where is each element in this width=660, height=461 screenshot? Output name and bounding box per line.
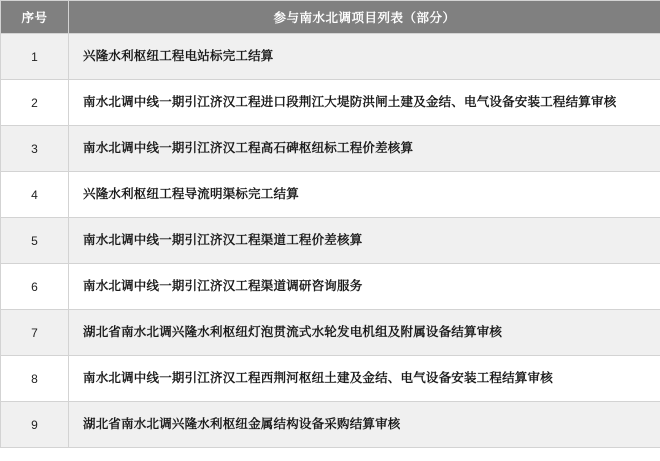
table-row [1, 356, 660, 402]
table-row [1, 172, 660, 218]
row-index: 9 [1, 402, 69, 448]
row-index: 4 [1, 172, 69, 218]
row-project-name: 南水北调中线一期引江济汉工程高石碑枢纽标工程价差核算 [69, 126, 660, 172]
table-row [1, 34, 660, 80]
table-row [1, 402, 660, 448]
row-project-name: 兴隆水利枢纽工程电站标完工结算 [69, 34, 660, 80]
table-row [1, 218, 660, 264]
table-row [1, 264, 660, 310]
row-project-name: 湖北省南水北调兴隆水利枢纽金属结构设备采购结算审核 [69, 402, 660, 448]
header-row [1, 1, 660, 34]
header-project-name: 参与南水北调项目列表（部分） [69, 1, 660, 34]
row-project-name: 湖北省南水北调兴隆水利枢纽灯泡贯流式水轮发电机组及附属设备结算审核 [69, 310, 660, 356]
table-row [1, 310, 660, 356]
row-index: 7 [1, 310, 69, 356]
row-project-name: 南水北调中线一期引江济汉工程进口段荆江大堤防洪闸土建及金结、电气设备安装工程结算审核 [69, 80, 660, 126]
row-index: 1 [1, 34, 69, 80]
row-index: 2 [1, 80, 69, 126]
table-row [1, 126, 660, 172]
row-project-name: 南水北调中线一期引江济汉工程渠道工程价差核算 [69, 218, 660, 264]
row-index: 3 [1, 126, 69, 172]
table-body [1, 34, 660, 448]
row-index: 8 [1, 356, 69, 402]
header-index: 序号 [1, 1, 69, 34]
row-project-name: 南水北调中线一期引江济汉工程西荆河枢纽土建及金结、电气设备安装工程结算审核 [69, 356, 660, 402]
row-index: 6 [1, 264, 69, 310]
row-project-name: 南水北调中线一期引江济汉工程渠道调研咨询服务 [69, 264, 660, 310]
row-project-name: 兴隆水利枢纽工程导流明渠标完工结算 [69, 172, 660, 218]
row-index: 5 [1, 218, 69, 264]
table-row [1, 80, 660, 126]
table-header [1, 1, 660, 34]
